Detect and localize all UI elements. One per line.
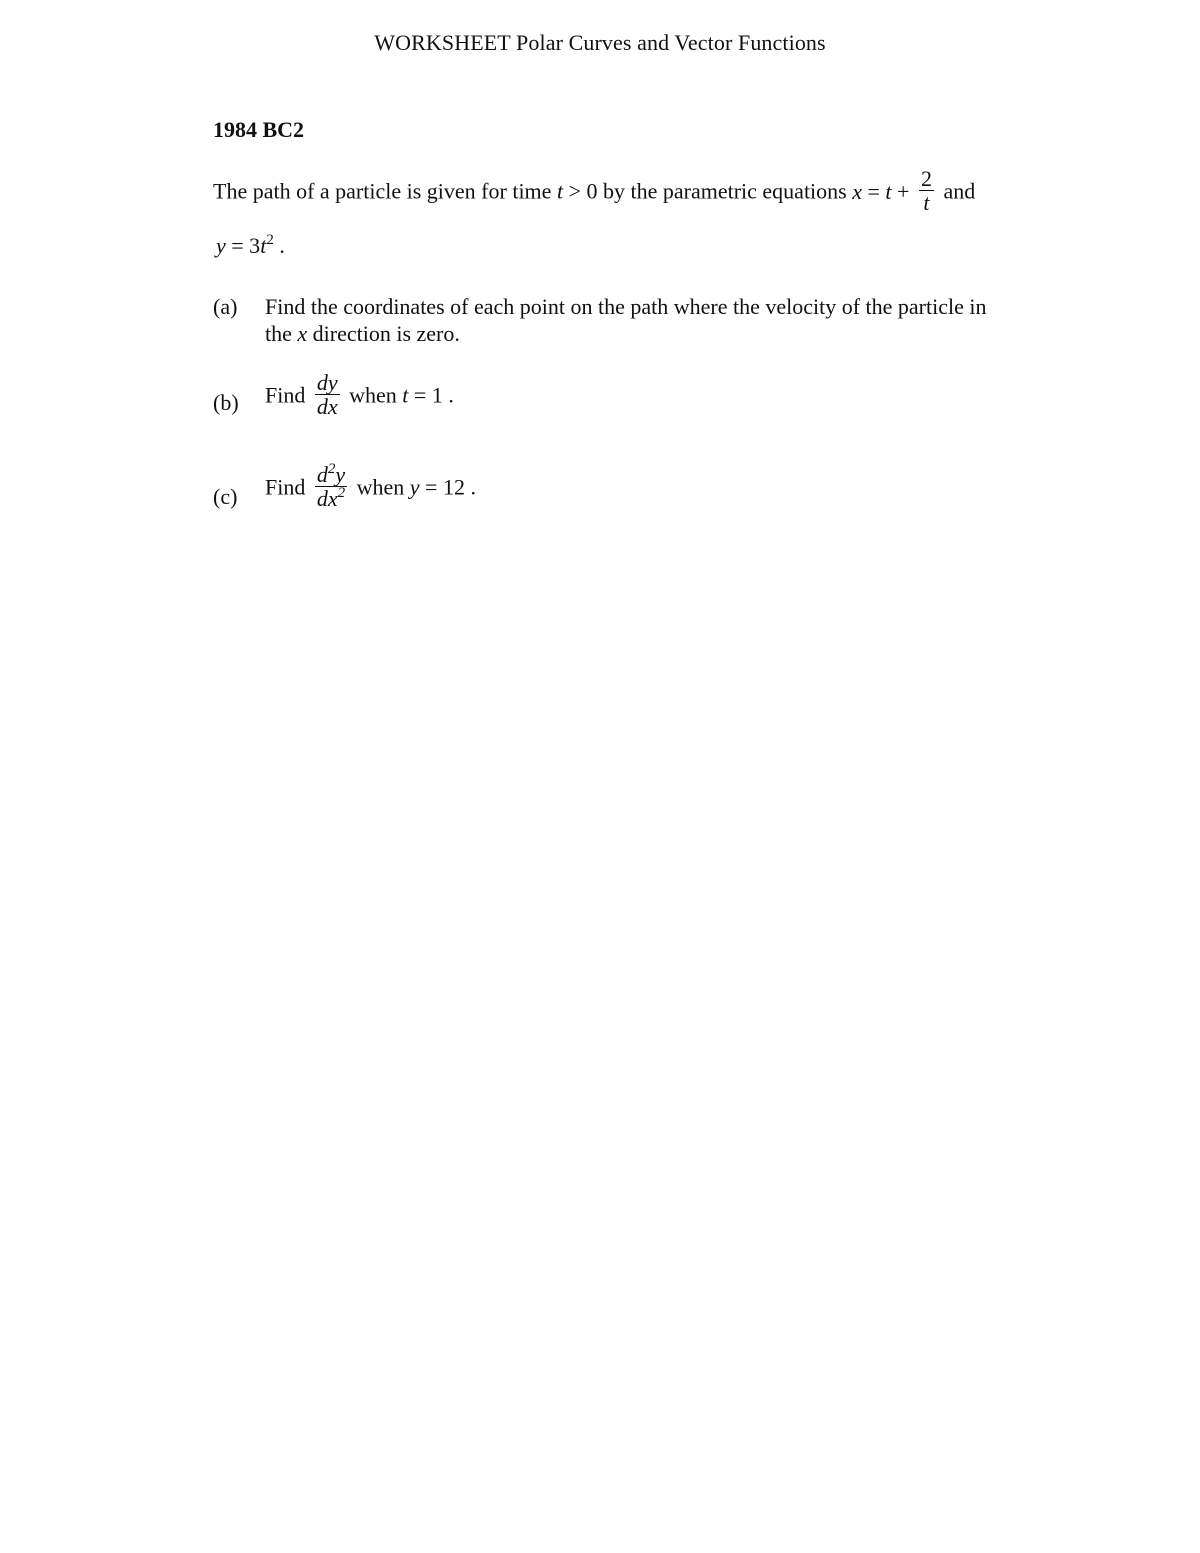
x-eq-lhs: x [852, 178, 862, 204]
y-eq-lhs: y [216, 233, 226, 258]
time-condition-var: t [556, 178, 564, 204]
part-c-cond-rest: = 12 . [419, 474, 476, 500]
y-eq-end: . [273, 233, 285, 258]
x-frac-numerator: 2 [920, 166, 932, 191]
part-c-second-derivative [315, 463, 347, 510]
part-a-line2 [265, 321, 460, 347]
y-eq-exponent: 2 [266, 232, 274, 248]
part-c-frac-denominator [315, 487, 347, 510]
part-b-find: Find [265, 382, 306, 408]
part-c-cond-var: y [409, 474, 420, 500]
part-a-label: (a) [213, 294, 238, 319]
part-b-derivative [315, 371, 340, 418]
part-b-cond-var: t [402, 382, 409, 408]
intro-prefix: The path of a particle is given for time [213, 178, 552, 204]
time-condition [557, 179, 603, 204]
part-c-num-d: d [316, 462, 328, 487]
part-c-den-exponent: 2 [337, 485, 346, 502]
problem-intro-line2 [216, 233, 285, 259]
part-b-content [265, 370, 454, 421]
part-c-when: when [356, 474, 405, 500]
part-c-find: Find [265, 474, 306, 500]
problem-title: 1984 BC2 [213, 117, 305, 142]
part-c-label: (c) [213, 484, 238, 509]
intro-and: and [943, 178, 976, 204]
x-eq-mid: = [862, 178, 886, 204]
part-c-condition [410, 475, 476, 500]
part-a-line1: Find the coordinates of each point on the path where the velocity of the particle in [265, 294, 987, 319]
x-equation [852, 166, 943, 216]
part-b-cond-rest: = 1 . [408, 382, 454, 408]
part-b-label: (b) [213, 390, 239, 415]
x-eq-t: t [885, 178, 892, 204]
x-frac-denominator: t [923, 190, 930, 216]
part-a-line2-prefix: the [265, 321, 292, 346]
x-eq-fraction [919, 167, 934, 214]
y-eq-t: t [260, 233, 267, 258]
intro-middle: by the parametric equations [602, 178, 847, 204]
part-b-frac-numerator: dy [316, 370, 338, 395]
x-eq-plus: + [891, 178, 915, 204]
y-eq-mid: = 3 [225, 233, 261, 258]
part-a-line2-suffix: direction is zero. [312, 321, 460, 346]
part-b-frac-denominator: dx [316, 394, 338, 420]
y-equation [216, 233, 285, 258]
part-c-num-y: y [335, 462, 346, 487]
part-c-frac-numerator [315, 463, 347, 487]
time-condition-rest: > 0 [563, 178, 598, 204]
part-b-when: when [349, 382, 397, 408]
part-c-den-dx: dx [316, 486, 338, 512]
part-c-content [265, 461, 476, 513]
problem-intro-line1 [213, 166, 976, 217]
page-header: WORKSHEET Polar Curves and Vector Functions [374, 30, 826, 55]
part-c-num-exponent: 2 [327, 461, 336, 477]
part-a-line2-var: x [297, 321, 308, 346]
part-b-condition [402, 383, 454, 408]
